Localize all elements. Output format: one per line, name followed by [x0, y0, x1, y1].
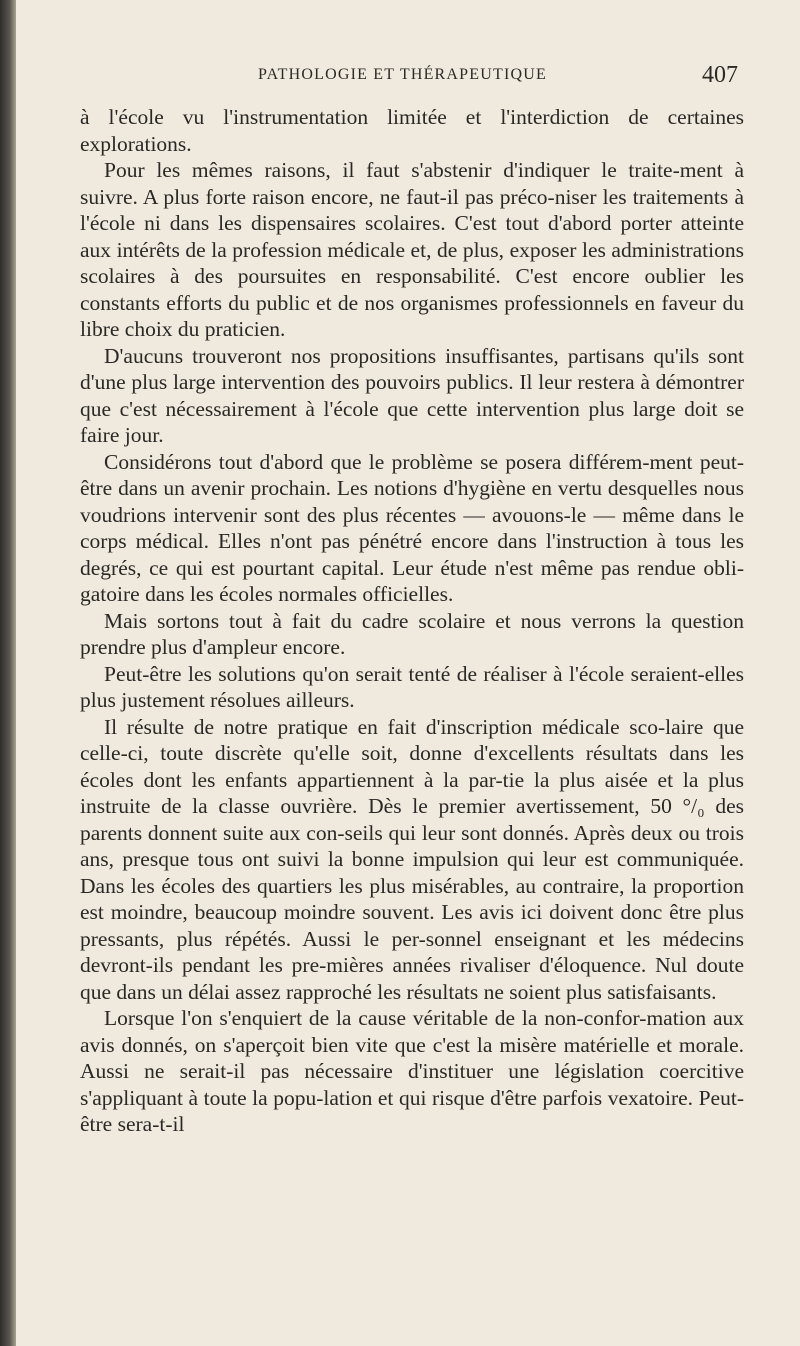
book-binding-edge — [0, 0, 16, 1346]
book-page — [16, 0, 800, 1346]
running-head — [16, 62, 800, 96]
paragraph: Pour les mêmes raisons, il faut s'abstenir d'indiquer le traite-ment à suivre. A plus forte raison encore, ne faut-il pas préco-niser les traitements à l'école ni dans les dispensaires scolaires. C'est tout d'abord porter atteinte aux intérêts de la profession médicale et, de plus, exposer les administrations scolaires à des poursuites en responsabilité. C'est encore oublier les constants efforts du public et de nos organismes professionnels en faveur du libre choix du praticien. — [80, 158, 744, 341]
page-number: 407 — [702, 62, 738, 88]
paragraph: Peut-être les solutions qu'on serait tenté de réaliser à l'école seraient-elles plus justement résolues ailleurs. — [80, 661, 744, 712]
paragraph: D'aucuns trouveront nos propositions insuffisantes, partisans qu'ils sont d'une plus large intervention des pouvoirs publics. Il leur restera à démontrer que c'est nécessairement à l'école que cette intervention plus large doit se faire jour. — [80, 343, 744, 447]
paragraph: Il résulte de notre pratique en fait d'inscription médicale sco-laire que celle-ci, toute discrète qu'elle soit, donne d'excellents résultats dans les écoles dont les enfants appartiennent à la par-tie la plus aisée et la plus instruite de la classe ouvrière. Dès le premier avertissement, 50 °/₀ des parents donnent suite aux con-seils qui leur sont donnés. Après deux ou trois ans, presque tous ont suivi la bonne impulsion qui leur est communiquée. Dans les écoles des quartiers les plus misérables, au contraire, la proportion est moindre, beaucoup moindre souvent. Les avis ici doivent donc être plus pressants, plus répétés. Aussi le per-sonnel enseignant et les médecins devront-ils pendant les pre-mières années rivaliser d'éloquence. Nul doute que dans un délai assez rapproché les résultats ne soient plus satisfaisants. — [80, 714, 744, 1004]
paragraph: Considérons tout d'abord que le problème se posera différem-ment peut-être dans un avenir prochain. Les notions d'hygiène en vertu desquelles nous voudrions intervenir sont des plus récentes — avouons-le — même dans le corps médical. Elles n'ont pas pénétré encore dans l'instruction à tous les degrés, ce qui est pourtant capital. Leur étude n'est même pas rendue obli-gatoire dans les écoles normales officielles. — [80, 449, 744, 606]
running-title: PATHOLOGIE ET THÉRAPEUTIQUE — [258, 66, 547, 83]
paragraph: Lorsque l'on s'enquiert de la cause véritable de la non-confor-mation aux avis donnés, on s'aperçoit bien vite que c'est la misère matérielle et morale. Aussi ne serait-il pas nécessaire d'instituer une législation coercitive s'appliquant à toute la popu-lation et qui risque d'être parfois vexatoire. Peut-être sera-t-il — [80, 1006, 744, 1136]
body-text — [80, 104, 744, 1138]
paragraph: Mais sortons tout à fait du cadre scolaire et nous verrons la question prendre plus d'ampleur encore. — [80, 608, 744, 659]
paragraph: à l'école vu l'instrumentation limitée et l'interdiction de certaines explorations. — [80, 105, 744, 156]
